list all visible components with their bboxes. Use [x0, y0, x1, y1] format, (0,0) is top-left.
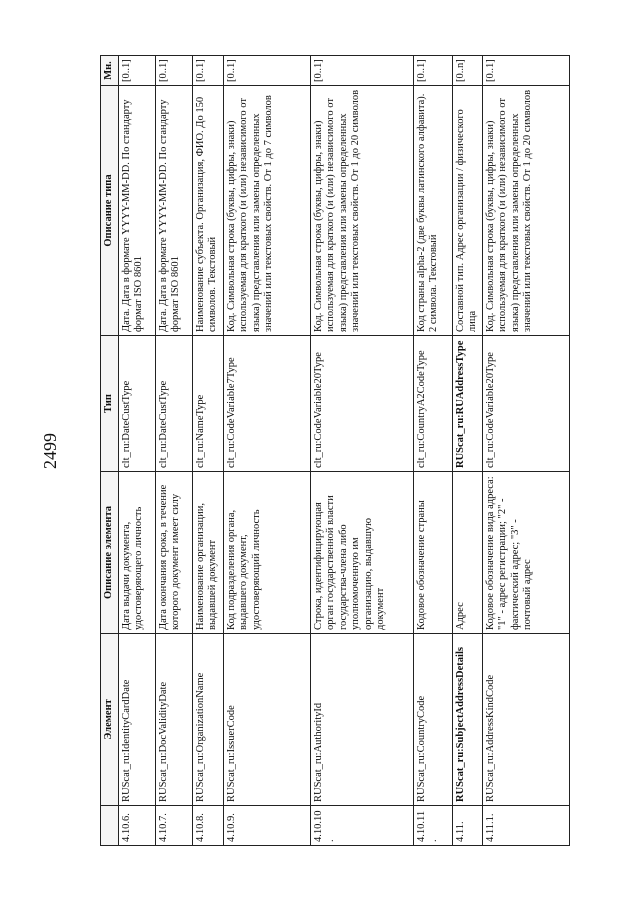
- table-row: [413, 56, 452, 846]
- cell-mn: [0..1]: [482, 56, 569, 86]
- cell-element-desc: Дата окончания срока, в течение которого документ имеет силу: [155, 472, 192, 634]
- cell-type-desc: Код. Символьная строка (буквы, цифры, знаки) используемая для краткого (и (или) независимого от языка) представления или замены определенных значений или текстовых свойств. От 1 до 7 символов: [223, 86, 310, 336]
- rotated-table-container: [100, 56, 533, 846]
- header-mn: Мн.: [101, 56, 119, 86]
- cell-type: clt_ru:CodeVariable20Type: [310, 336, 413, 472]
- cell-element-desc: Код подразделения органа, выдавшего документ, удостоверяющий личность: [223, 472, 310, 634]
- cell-type: clt_ru:CountryA2CodeType: [413, 336, 452, 472]
- header-element: Элемент: [101, 634, 119, 806]
- cell-type-desc: Код. Символьная строка (буквы, цифры, знаки) используемая для краткого (и (или) независимого от языка) представления или замены определенных значений или текстовых свойств. От 1 до 20 символов: [482, 86, 569, 336]
- cell-element-desc: Адрес: [452, 472, 482, 634]
- cell-type-desc: Составной тип. Адрес организации / физического лица: [452, 86, 482, 336]
- header-type-desc: Описание типа: [101, 86, 119, 336]
- cell-num: 4.11.: [452, 806, 482, 846]
- cell-type-desc: Код страны alpha-2 (две буквы латинского алфавита). 2 символа. Текстовый: [413, 86, 452, 336]
- cell-mn: [0..n]: [452, 56, 482, 86]
- table-row: [118, 56, 155, 846]
- cell-element-desc: Наименование организации, выдавшей документ: [192, 472, 223, 634]
- cell-element: RUScat_ru:DocValidityDate: [155, 634, 192, 806]
- cell-element: RUScat_ru:IssuerCode: [223, 634, 310, 806]
- rotated-page-area: [100, 56, 533, 846]
- cell-type: RUScat_ru:RUAddressType: [452, 336, 482, 472]
- table-row: [155, 56, 192, 846]
- cell-element: RUScat_ru:OrganizationName: [192, 634, 223, 806]
- cell-element: RUScat_ru:CountryCode: [413, 634, 452, 806]
- cell-num: 4.10.9.: [223, 806, 310, 846]
- cell-element-desc: Строка, идентифицирующая орган государственной власти государства-члена либо уполномоченную им организацию, выдавшую документ: [310, 472, 413, 634]
- cell-element: RUScat_ru:AuthorityId: [310, 634, 413, 806]
- cell-num: 4.10.11.: [413, 806, 452, 846]
- cell-type-desc: Дата. Дата в формате YYYY-MM-DD. По стандарту формат ISO 8601: [118, 86, 155, 336]
- cell-type: clt_ru:CodeVariable20Type: [482, 336, 569, 472]
- cell-element-desc: Дата выдачи документа, удостоверяющего личность: [118, 472, 155, 634]
- cell-type-desc: Наименование субъекта. Организация, ФИО. До 150 символов. Текстовый: [192, 86, 223, 336]
- cell-element-desc: Кодовое обозначение страны: [413, 472, 452, 634]
- cell-element: RUScat_ru:SubjectAddressDetails: [452, 634, 482, 806]
- cell-mn: [0..1]: [310, 56, 413, 86]
- header-type: Тип: [101, 336, 119, 472]
- cell-type: clt_ru:CodeVariable7Type: [223, 336, 310, 472]
- cell-num: 4.11.1.: [482, 806, 569, 846]
- table-row: [223, 56, 310, 846]
- cell-mn: [0..1]: [192, 56, 223, 86]
- cell-num: 4.10.8.: [192, 806, 223, 846]
- cell-type-desc: Код. Символьная строка (буквы, цифры, знаки) используемая для краткого (и (или) независимого от языка) представления или замены определенных значений или текстовых свойств. От 1 до 20 символов: [310, 86, 413, 336]
- header-num: [101, 806, 119, 846]
- cell-mn: [0..1]: [118, 56, 155, 86]
- cell-num: 4.10.7.: [155, 806, 192, 846]
- cell-mn: [0..1]: [413, 56, 452, 86]
- table-row: [192, 56, 223, 846]
- cell-mn: [0..1]: [223, 56, 310, 86]
- page-number: 2499: [40, 433, 60, 469]
- element-table: [100, 55, 570, 846]
- table-row: [482, 56, 569, 846]
- cell-type: clt_ru:DateCustType: [118, 336, 155, 472]
- cell-element: RUScat_ru:IdentityCardDate: [118, 634, 155, 806]
- table-header-row: [101, 56, 119, 846]
- cell-type-desc: Дата. Дата в формате YYYY-MM-DD. По стандарту формат ISO 8601: [155, 86, 192, 336]
- cell-element-desc: Кодовое обозначение вида адреса: "1" - адрес регистрации; "2" - фактический адрес; "3" - почтовый адрес: [482, 472, 569, 634]
- cell-mn: [0..1]: [155, 56, 192, 86]
- cell-num: 4.10.10.: [310, 806, 413, 846]
- header-element-desc: Описание элемента: [101, 472, 119, 634]
- table-row: [452, 56, 482, 846]
- cell-num: 4.10.6.: [118, 806, 155, 846]
- table-row: [310, 56, 413, 846]
- cell-element: RUScat_ru:AddressKindCode: [482, 634, 569, 806]
- cell-type: clt_ru:DateCustType: [155, 336, 192, 472]
- cell-type: clt_ru:NameType: [192, 336, 223, 472]
